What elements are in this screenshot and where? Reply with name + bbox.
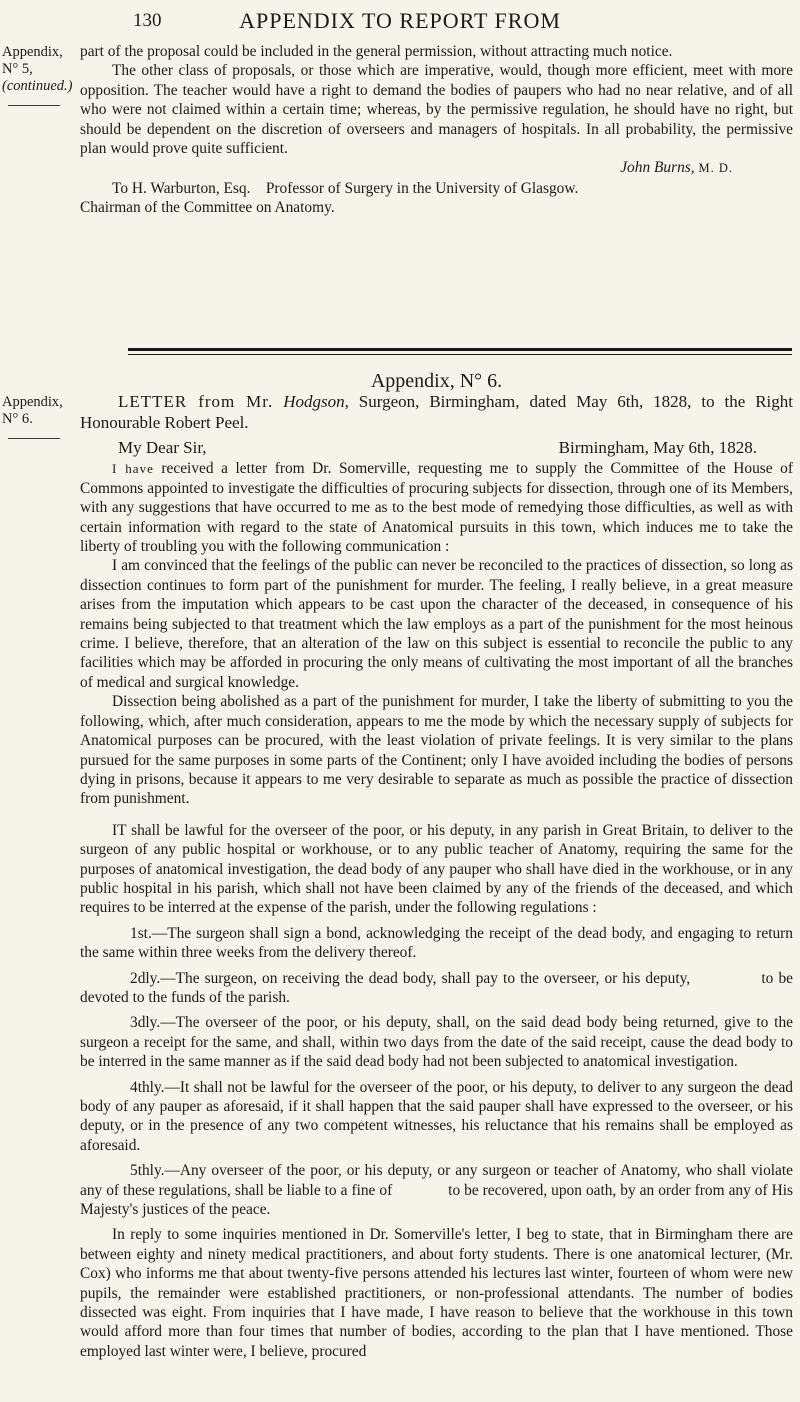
- addressee-line: To H. Warburton, Esq. Professor of Surgery in the University of Glasgow.: [112, 179, 579, 197]
- place-date: Birmingham, May 6th, 1828.: [558, 438, 757, 458]
- section-divider-thin: [128, 354, 792, 355]
- section-appendix-6: [80, 370, 797, 1361]
- margin-note-appendix-6: [2, 394, 70, 439]
- appendix-heading: Appendix, N° 6.: [370, 370, 503, 392]
- regulation-item: 4thly.—It shall not be lawful for the overseer of the poor, or his deputy, to deliver to any surgeon the dead body of any pauper as aforesaid, if it shall happen that the said pauper shall have expressed to the overseer, or his deputy, or in the presence of any two competent witnesses, his reluctance that his remains shall be employed as aforesaid.: [80, 1078, 793, 1154]
- paragraph: IT shall be lawful for the overseer of the poor, or his deputy, in any parish in Great Britain, to deliver to the surgeon of any public hospital or workhouse, or to any public teacher of Anatomy, requiring the same for the purposes of anatomical investigation, the dead body of any pauper who shall have died in the workhouse, or in any public hospital in his parish, which shall not have been claimed by any of the friends of the deceased, and which requires to be interred at the expense of the parish, under the following regulations :: [80, 821, 793, 917]
- signature-title: M. D.: [698, 161, 733, 176]
- margin-note-appendix-5: [2, 44, 73, 106]
- margin-appendix-6-label: Appendix, N° 6.: [2, 394, 63, 427]
- signature-name: John Burns,: [620, 159, 695, 177]
- regulation-item: 5thly.—Any overseer of the poor, or his deputy, or any surgeon or teacher of Anatomy, who shall violate any of these regulations, shall be liable to a fine of to be recovered, upon oath, by an order from any of His Majesty's justices of the peace.: [80, 1162, 797, 1219]
- regulation-item: 1st.—The surgeon shall sign a bond, acknowledging the receipt of the dead body, and engaging to return the same within three weeks from the delivery thereof.: [80, 924, 793, 962]
- signature: [80, 158, 793, 178]
- margin-appendix-5-label: Appendix, N° 5,: [2, 44, 63, 77]
- regulation-item: 2dly.—The surgeon, on receiving the dead body, shall pay to the overseer, or his deputy, to be devoted to the funds of the parish.: [80, 969, 797, 1006]
- paragraph: I am convinced that the feelings of the public can never be reconciled to the practices of dissection, so long as dissection continues to form part of the punishment for murder. The feeling, I really believe, in a great measure arises from the imputation which appears to be cast upon the character of the deceased, in consequence of his remains being subjected to that treatment which the law employs as a part of the punishment for the most heinous crime. I believe, therefore, that an alteration of the law on this subject is essential to reconcile the public to any facilities which may be afforded in procuring the only means of cultivating the most important of all the branches of medical and surgical knowledge.: [80, 557, 793, 691]
- margin-rule: [8, 438, 60, 439]
- paragraph: The other class of proposals, or those which are imperative, would, though more efficient, meet with more opposition. The teacher would have a right to demand the bodies of paupers who had no near relative, and of all who were not claimed within a certain time; whereas, by the permissive regulation, he should have no right, but should be dependent on the discretion of overseers and managers of hospitals. In all probability, the permissive plan would prove quite sufficient.: [80, 62, 793, 158]
- page-number: 130: [133, 10, 162, 31]
- regulation-item: 3dly.—The overseer of the poor, or his deputy, shall, on the said dead body being returned, give to the surgeon a receipt for the same, and shall, within two days from the date of the said receipt, cause the dead body to be interred in the same manner as if the said dead body had not been subjected to anatomical investigation.: [80, 1014, 793, 1071]
- letter-title: LETTER from Mr. Hodgson, Surgeon, Birmingham, dated May 6th, 1828, to the Right Honourable Robert Peel.: [80, 392, 794, 433]
- margin-rule: [8, 105, 60, 106]
- section-divider: [128, 348, 792, 351]
- running-head: APPENDIX TO REPORT FROM: [239, 8, 561, 33]
- salutation: My Dear Sir,: [118, 438, 207, 458]
- paragraph: In reply to some inquiries mentioned in Dr. Somerville's letter, I beg to state, that in Birmingham there are between eighty and ninety medical practitioners, and about forty students. There is one anatomical lecturer, (Mr. Cox) who informs me that about twenty-five persons attended his lectures last winter, fourteen of whom were new pupils, the remainder were established practitioners, or non-professional attendants. The number of bodies dissected was eight. From inquiries that I have made, I have reason to believe that the workhouse in this town would afford more than four times that number of bodies, according to the plan that I have mentioned. Those employed last winter were, I believe, procured: [80, 1226, 793, 1360]
- page-header: [0, 8, 800, 38]
- addressee-line: Chairman of the Committee on Anatomy.: [80, 199, 335, 217]
- margin-appendix-5-continued: (continued.): [2, 78, 73, 94]
- salutation-row: [80, 437, 793, 459]
- paragraph: I have received a letter from Dr. Somerville, requesting me to supply the Committee of the House of Commons appointed to investigate the difficulties of procuring subjects for dissection, through one of its Members, with any suggestions that have occurred to me as to the best mode of remedying those difficulties, as well as with certain information with regard to the state of Anatomical pursuits in this town, which induces me to take the liberty of troubling you with the following communication :: [80, 460, 793, 556]
- paragraph: part of the proposal could be included in the general permission, without attracting much notice.: [80, 43, 673, 60]
- paragraph: Dissection being abolished as a part of the punishment for murder, I take the liberty of submitting to you the following, which, after much consideration, appears to me the mode by which the necessary supply of subjects for Anatomical purposes can be procured, with the least violation of private feelings. It is very similar to the plans pursued for the same purposes in some parts of the Continent; only I have avoided including the bodies of persons dying in prisons, because it appears to me very desirable to separate as much as possible the practice of dissection from punishment.: [80, 693, 793, 808]
- section-appendix-5: [80, 42, 793, 218]
